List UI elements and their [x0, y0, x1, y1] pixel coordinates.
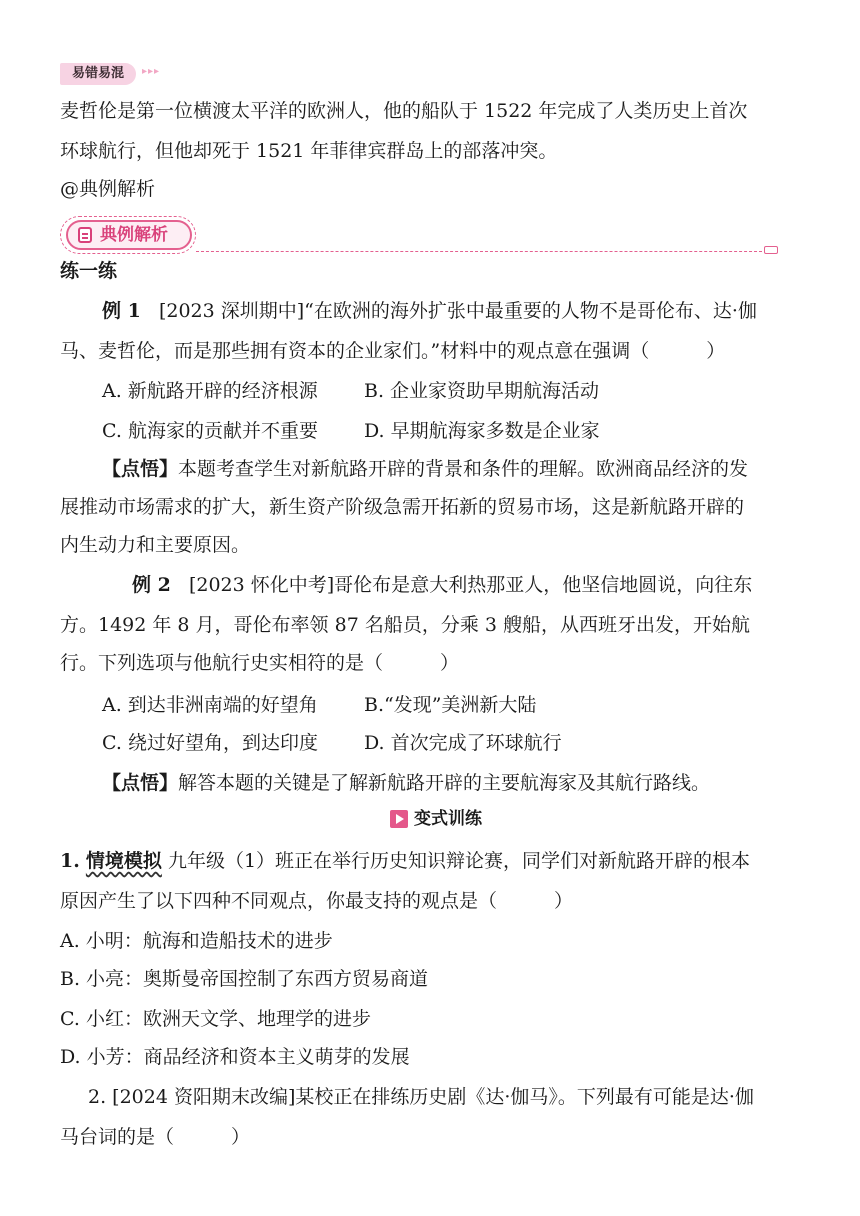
dashed-divider	[196, 251, 762, 252]
example1-insight-line-3: 内生动力和主要原因。	[60, 534, 251, 556]
example2-option-d: D. 首次完成了环球航行	[364, 732, 562, 754]
example2-label: 例 2	[132, 574, 171, 596]
question1-stem: 九年级（1）班正在举行历史知识辩论赛，同学们对新航路开辟的根本	[167, 850, 751, 872]
question1-tag: 情境模拟	[85, 850, 162, 872]
example1-line-2: 马、麦哲伦，而是那些拥有资本的企业家们。”材料中的观点意在强调（ ）	[60, 340, 726, 362]
example2-insight-label: 【点悟】	[102, 772, 179, 794]
example1-option-d: D. 早期航海家多数是企业家	[364, 420, 600, 442]
badge-label: 典例解析	[100, 225, 168, 245]
example1-option-b: B. 企业家资助早期航海活动	[364, 380, 600, 402]
question1-option-d: D. 小芳：商品经济和资本主义萌芽的发展	[60, 1046, 410, 1068]
question1-option-c: C. 小红：欧洲天文学、地理学的进步	[60, 1008, 371, 1030]
example2-insight-text: 解答本题的关键是了解新航路开辟的主要航海家及其航行路线。	[178, 772, 711, 794]
question2-line-2: 马台词的是（ ）	[60, 1126, 251, 1148]
play-icon	[390, 810, 408, 828]
section-title: 变式训练	[414, 809, 482, 829]
tag-arrows-icon: ▸▸▸	[142, 66, 161, 77]
question1-number: 1.	[60, 850, 80, 872]
question1-option-b: B. 小亮：奥斯曼帝国控制了东西方贸易商道	[60, 968, 429, 990]
example2-option-a: A. 到达非洲南端的好望角	[102, 694, 318, 716]
example2-option-b: B.“发现”美洲新大陆	[364, 694, 537, 716]
example1-stem: [2023 深圳期中]“在欧洲的海外扩张中最重要的人物不是哥伦布、达·伽	[158, 300, 757, 322]
example1-line-1	[102, 298, 757, 324]
question2-line-1: 2. [2024 资阳期末改编]某校正在排练历史剧《达·伽马》。下列最有可能是达·伽	[88, 1086, 754, 1108]
anchor-text: @典例解析	[60, 178, 156, 200]
example2-option-c: C. 绕过好望角，到达印度	[102, 732, 318, 754]
question1-line-1	[60, 848, 750, 874]
example1-label: 例 1	[102, 300, 141, 322]
example1-insight-line-1	[102, 456, 748, 482]
question1-option-a: A. 小明：航海和造船技术的进步	[60, 930, 333, 952]
example2-insight	[102, 770, 710, 796]
error-tip-tag: 易错易混	[60, 63, 136, 85]
example1-option-a: A. 新航路开辟的经济根源	[102, 380, 318, 402]
divider-end-icon	[764, 246, 778, 254]
example2-line-2: 方。1492 年 8 月，哥伦布率领 87 名船员，分乘 3 艘船，从西班牙出发，开始航	[60, 614, 750, 636]
tip-line-1: 麦哲伦是第一位横渡太平洋的欧洲人，他的船队于 1522 年完成了人类历史上首次	[60, 100, 748, 122]
example2-line-1	[132, 572, 752, 598]
example1-option-c: C. 航海家的贡献并不重要	[102, 420, 318, 442]
example1-insight-label: 【点悟】	[102, 458, 179, 480]
example1-insight-line-2: 展推动市场需求的扩大，新生资产阶级急需开拓新的贸易市场，这是新航路开辟的	[60, 496, 745, 518]
document-icon	[78, 227, 92, 243]
example2-line-3: 行。下列选项与他航行史实相符的是（ ）	[60, 652, 460, 674]
section-badge	[66, 220, 192, 250]
example1-insight-text: 本题考查学生对新航路开辟的背景和条件的理解。欧洲商品经济的发	[178, 458, 749, 480]
practice-heading: 练一练	[60, 260, 118, 282]
tip-line-2: 环球航行，但他却死于 1521 年菲律宾群岛上的部落冲突。	[60, 140, 558, 162]
example2-stem: [2023 怀化中考]哥伦布是意大利热那亚人，他坚信地圆说，向往东	[188, 574, 753, 596]
question1-line-2: 原因产生了以下四种不同观点，你最支持的观点是（ ）	[60, 890, 574, 912]
